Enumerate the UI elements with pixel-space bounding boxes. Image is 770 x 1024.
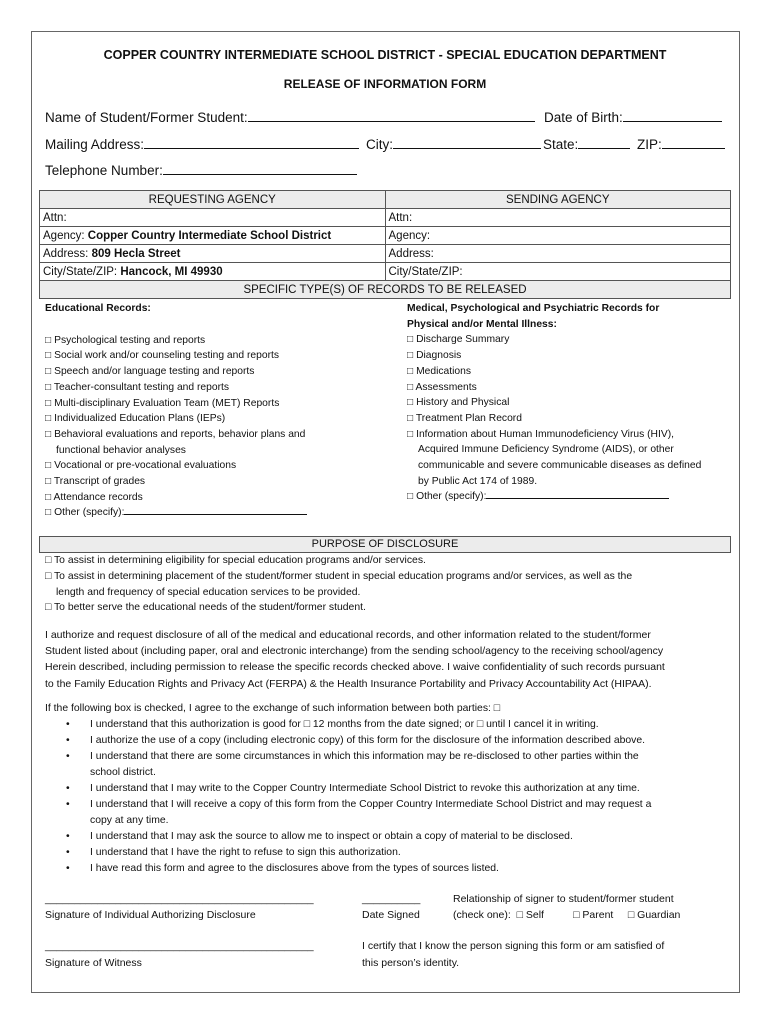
- purpose-eligibility[interactable]: □ To assist in determining eligibility for special education programs and/or services.: [45, 555, 426, 566]
- edu-records-list: [45, 301, 307, 521]
- med-item-diagnosis[interactable]: □ Diagnosis: [407, 350, 462, 362]
- bullet-dot-icon: •: [66, 719, 70, 730]
- dob-row: [544, 110, 722, 125]
- requesting-address-value: 809 Hecla Street: [91, 247, 181, 260]
- phone-label: Telephone Number:: [45, 163, 163, 178]
- auth-line-4: to the Family Education Rights and Privacy Act (FERPA) & the Health Insurance Portability and Privacy Accountability Act (HIPAA).: [45, 677, 652, 690]
- sending-city-label: City/State/ZIP:: [388, 265, 463, 278]
- sending-city[interactable]: [385, 263, 731, 281]
- phone-field[interactable]: [163, 163, 357, 175]
- bullet-inspect: [66, 829, 726, 845]
- med-item-other-label: □ Other (specify):: [407, 491, 487, 503]
- med-item-treatment[interactable]: □ Treatment Plan Record: [407, 412, 522, 424]
- med-records-list: [407, 301, 701, 505]
- requesting-address: [40, 245, 386, 263]
- bullet-dot-icon: •: [66, 783, 70, 794]
- bullet-dot-icon: •: [66, 751, 70, 762]
- zip-field[interactable]: [662, 137, 725, 149]
- edu-item-vocational[interactable]: □ Vocational or pre-vocational evaluations: [45, 460, 237, 472]
- city-label: City:: [366, 137, 393, 152]
- city-row: [366, 137, 541, 152]
- records-header: SPECIFIC TYPE(S) OF RECORDS TO BE RELEASED: [40, 281, 731, 299]
- med-records-heading-2: Physical and/or Mental Illness:: [407, 318, 557, 330]
- med-item-medications[interactable]: □ Medications: [407, 365, 472, 377]
- bullet-redisclosure: [66, 749, 726, 765]
- sending-agency-label: Agency:: [388, 229, 431, 242]
- requesting-city-value: Hancock, MI 49930: [120, 265, 223, 278]
- requesting-attn[interactable]: [40, 209, 386, 227]
- witness-signature-line[interactable]: ______________________________________________: [45, 940, 314, 952]
- bullet-text: I understand that I may write to the Copper Country Intermediate School District to revoke this authorization at any time.: [90, 783, 640, 794]
- student-name-label: Name of Student/Former Student:: [45, 110, 248, 125]
- bullet-receive-copy: [66, 797, 726, 813]
- med-item-assessments[interactable]: □ Assessments: [407, 381, 477, 393]
- requesting-city-label: City/State/ZIP:: [43, 265, 118, 278]
- bullet-text: I have read this form and agree to the disclosures above from the types of sources listed.: [90, 863, 499, 874]
- certify-line-1: I certify that I know the person signing this form or am satisfied of: [362, 940, 665, 952]
- purpose-serve[interactable]: □ To better serve the educational needs of the student/former student.: [45, 602, 366, 614]
- certify-line-2: this person’s identity.: [362, 957, 460, 969]
- individual-signature-label: Signature of Individual Authorizing Disclosure: [45, 909, 256, 921]
- bullet-dot-icon: •: [66, 799, 70, 810]
- bullet-dot-icon: •: [66, 863, 70, 874]
- zip-label: ZIP:: [637, 137, 662, 152]
- requesting-attn-label: Attn:: [43, 211, 67, 224]
- bullet-text: school district.: [90, 767, 156, 778]
- dob-label: Date of Birth:: [544, 110, 623, 125]
- phone-row: [45, 163, 357, 178]
- edu-item-attendance[interactable]: □ Attendance records: [45, 491, 143, 503]
- bullet-text: I authorize the use of a copy (including electronic copy) of this form for the disclosure of the information described above.: [90, 735, 646, 746]
- auth-line-2: Student listed about (including paper, oral and electronic interchange) from the sending school/agency to the receiving school/agency: [45, 645, 664, 658]
- relationship-label: Relationship of signer to student/former student: [453, 893, 674, 905]
- sending-agency-header: SENDING AGENCY: [385, 191, 731, 209]
- bullet-text: I understand that I will receive a copy of this form from the Copper Country Intermediate School District and may request a: [90, 799, 652, 810]
- bullet-dot-icon: •: [66, 831, 70, 842]
- date-signed-label: Date Signed: [362, 909, 420, 921]
- state-row: [543, 137, 630, 152]
- sending-attn[interactable]: [385, 209, 731, 227]
- requesting-agency-label: Agency:: [43, 229, 85, 242]
- bullet-copy-use: [66, 733, 726, 749]
- edu-item-speech[interactable]: □ Speech and/or language testing and reports: [45, 366, 255, 378]
- purpose-header: PURPOSE OF DISCLOSURE: [39, 536, 731, 553]
- exchange-intro[interactable]: If the following box is checked, I agree to the exchange of such information between both parties: □: [45, 703, 501, 714]
- bullet-text: I understand that I have the right to refuse to sign this authorization.: [90, 847, 401, 858]
- state-label: State:: [543, 137, 579, 152]
- edu-other-field[interactable]: [124, 506, 307, 515]
- city-field[interactable]: [393, 137, 541, 149]
- student-name-field[interactable]: [248, 110, 535, 122]
- med-records-heading-1: Medical, Psychological and Psychiatric Records for: [407, 303, 660, 314]
- purpose-placement[interactable]: □ To assist in determining placement of the student/former student in special education programs and/or services, as well as the: [45, 570, 633, 582]
- sending-attn-label: Attn:: [388, 211, 413, 224]
- bullet-refuse: [66, 845, 726, 861]
- med-item-discharge[interactable]: □ Discharge Summary: [407, 334, 510, 346]
- mailing-row: [45, 137, 359, 152]
- state-field[interactable]: [578, 137, 630, 149]
- bullet-text: copy at any time.: [90, 815, 169, 826]
- requesting-agency-header: REQUESTING AGENCY: [40, 191, 386, 209]
- bullet-revoke: [66, 781, 726, 797]
- auth-line-1: I authorize and request disclosure of all of the medical and educational records, and other information related to the student/former: [45, 629, 651, 641]
- individual-signature-line[interactable]: ______________________________________________: [45, 893, 314, 905]
- student-name-row: [45, 110, 535, 125]
- understanding-bullets: [66, 717, 726, 877]
- purpose-list: [45, 553, 735, 616]
- edu-item-psych[interactable]: □ Psychological testing and reports: [45, 334, 206, 346]
- bullet-agree: [66, 861, 726, 877]
- requesting-city: [40, 263, 386, 281]
- med-item-hiv[interactable]: □ Information about Human Immunodeficiency Virus (HIV),: [407, 428, 674, 440]
- edu-item-behavioral[interactable]: □ Behavioral evaluations and reports, behavior plans and: [45, 428, 306, 440]
- sending-agency[interactable]: [385, 227, 731, 245]
- bullet-receive-copy-cont: [66, 813, 726, 829]
- form-title: COPPER COUNTRY INTERMEDIATE SCHOOL DISTRICT - SPECIAL EDUCATION DEPARTMENT: [103, 48, 667, 62]
- edu-item-teacher-consultant[interactable]: □ Teacher-consultant testing and reports: [45, 381, 230, 393]
- med-item-hiv-cont-1: Acquired Immune Deficiency Syndrome (AIDS), or other: [418, 444, 674, 456]
- edu-item-iep[interactable]: □ Individualized Education Plans (IEPs): [45, 413, 226, 425]
- bullet-dot-icon: •: [66, 847, 70, 858]
- bullet-text: I understand that there are some circumstances in which this information may be re-disclosed to other parties within the: [90, 751, 639, 762]
- edu-item-behavioral-cont: functional behavior analyses: [56, 444, 186, 456]
- sending-address-label: Address:: [388, 247, 434, 260]
- edu-item-met[interactable]: □ Multi-disciplinary Evaluation Team (MET) Reports: [45, 397, 280, 409]
- bullet-authorization-term[interactable]: [66, 717, 726, 733]
- med-item-history[interactable]: □ History and Physical: [407, 397, 510, 409]
- mailing-field[interactable]: [144, 137, 359, 149]
- requesting-address-label: Address:: [43, 247, 89, 260]
- med-other-field[interactable]: [486, 490, 669, 499]
- edu-item-social-work[interactable]: □ Social work and/or counseling testing and reports: [45, 350, 280, 362]
- edu-item-other[interactable]: [45, 505, 307, 521]
- agency-table: [39, 190, 731, 299]
- authorization-paragraph: [45, 627, 735, 692]
- requesting-agency: [40, 227, 386, 245]
- dob-field[interactable]: [623, 110, 722, 122]
- mailing-label: Mailing Address:: [45, 137, 145, 152]
- bullet-redisclosure-cont: [66, 765, 726, 781]
- edu-item-transcript[interactable]: □ Transcript of grades: [45, 476, 146, 488]
- bullet-text: I understand that I may ask the source to allow me to inspect or obtain a copy of material to be disclosed.: [90, 831, 573, 842]
- witness-signature-label: Signature of Witness: [45, 957, 142, 969]
- requesting-agency-value: Copper Country Intermediate School District: [87, 229, 332, 242]
- bullet-dot-icon: •: [66, 735, 70, 746]
- med-item-other[interactable]: [407, 489, 701, 505]
- form-subtitle: RELEASE OF INFORMATION FORM: [283, 77, 487, 91]
- edu-records-heading: Educational Records:: [45, 303, 151, 314]
- med-item-hiv-cont-3: by Public Act 174 of 1989.: [418, 475, 538, 487]
- date-signed-line[interactable]: __________: [362, 893, 421, 905]
- auth-line-3: Herein described, including permission to release the specific records checked above. I waive confidentiality of such records pursuant: [45, 661, 665, 674]
- med-item-hiv-cont-2: communicable and severe communicable diseases as defined: [418, 460, 702, 472]
- edu-item-other-label: □ Other (specify):: [45, 507, 125, 519]
- bullet-text: I understand that this authorization is good for □ 12 months from the date signed; or □ until I cancel it in writing.: [90, 719, 599, 730]
- relationship-options[interactable]: (check one): □ Self □ Parent □ Guardian: [453, 909, 681, 921]
- sending-address[interactable]: [385, 245, 731, 263]
- zip-row: [637, 137, 725, 152]
- purpose-placement-cont: length and frequency of special education services to be provided.: [56, 586, 361, 598]
